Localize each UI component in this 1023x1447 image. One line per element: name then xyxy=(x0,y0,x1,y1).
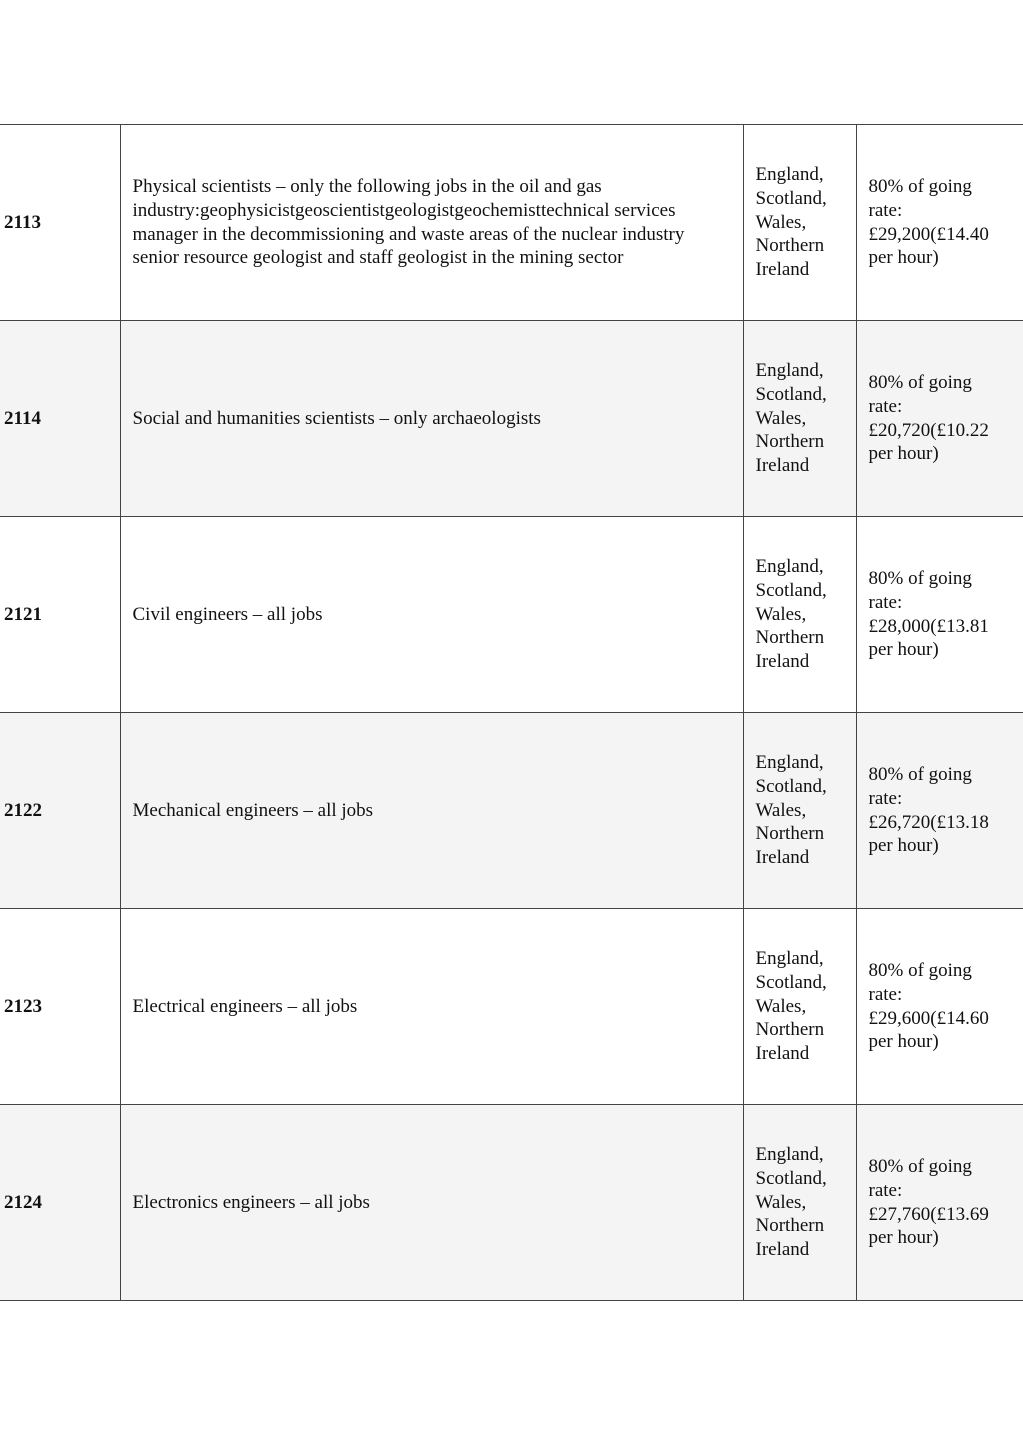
salary-line: £20,720(£10.22 xyxy=(868,419,989,441)
salary-line: rate: xyxy=(868,1179,903,1201)
occupation-description: Physical scientists – only the following jobs in the oil and gas industry:geophysicistgeoscientistgeologistgeochemisttechnical services manager in the decommissioning and waste areas of the nuclear industry senior resource geologist and staff geologist in the mining sector xyxy=(120,125,743,321)
region-line: Ireland xyxy=(755,1239,810,1261)
salary-cell xyxy=(856,713,1023,909)
region-line: England, xyxy=(755,164,824,186)
region-line: Scotland, xyxy=(755,1167,827,1189)
salary-line: £29,600(£14.60 xyxy=(868,1007,989,1029)
occupation-description: Social and humanities scientists – only archaeologists xyxy=(120,321,743,517)
occupation-code: 2122 xyxy=(0,713,120,909)
table-row xyxy=(0,517,1023,713)
region-line: Ireland xyxy=(755,259,810,281)
region-line: England, xyxy=(755,1144,824,1166)
region-cell xyxy=(743,125,856,321)
region-line: Scotland, xyxy=(755,579,827,601)
occupation-description: Electronics engineers – all jobs xyxy=(120,1105,743,1301)
region-line: Northern xyxy=(755,823,825,845)
occupation-description: Mechanical engineers – all jobs xyxy=(120,713,743,909)
region-line: England, xyxy=(755,360,824,382)
region-cell xyxy=(743,1105,856,1301)
salary-cell xyxy=(856,321,1023,517)
occupation-code: 2113 xyxy=(0,125,120,321)
salary-line: £27,760(£13.69 xyxy=(868,1203,989,1225)
region-line: Wales, xyxy=(755,603,807,625)
salary-line: per hour) xyxy=(868,639,939,661)
region-line: Scotland, xyxy=(755,187,827,209)
region-line: England, xyxy=(755,556,824,578)
region-cell xyxy=(743,321,856,517)
region-line: Wales, xyxy=(755,407,807,429)
salary-line: £28,000(£13.81 xyxy=(868,615,989,637)
salary-line: rate: xyxy=(868,199,903,221)
salary-line: 80% of going xyxy=(868,568,972,590)
occupation-description: Electrical engineers – all jobs xyxy=(120,909,743,1105)
region-cell xyxy=(743,713,856,909)
occupation-description: Civil engineers – all jobs xyxy=(120,517,743,713)
salary-line: rate: xyxy=(868,787,903,809)
region-line: Wales, xyxy=(755,211,807,233)
table-row xyxy=(0,713,1023,909)
region-line: England, xyxy=(755,752,824,774)
salary-line: 80% of going xyxy=(868,176,972,198)
occupation-code: 2114 xyxy=(0,321,120,517)
occupation-code: 2124 xyxy=(0,1105,120,1301)
table-row xyxy=(0,125,1023,321)
occupation-table xyxy=(0,124,1023,1301)
region-line: Scotland, xyxy=(755,971,827,993)
table-row xyxy=(0,321,1023,517)
table-row xyxy=(0,1105,1023,1301)
salary-line: rate: xyxy=(868,395,903,417)
salary-line: rate: xyxy=(868,983,903,1005)
region-line: Northern xyxy=(755,1019,825,1041)
occupation-code: 2123 xyxy=(0,909,120,1105)
salary-line: rate: xyxy=(868,591,903,613)
region-cell xyxy=(743,909,856,1105)
region-line: Northern xyxy=(755,1215,825,1237)
salary-line: 80% of going xyxy=(868,764,972,786)
salary-line: £29,200(£14.40 xyxy=(868,223,989,245)
salary-cell xyxy=(856,1105,1023,1301)
salary-line: per hour) xyxy=(868,443,939,465)
region-line: Scotland, xyxy=(755,383,827,405)
region-line: Northern xyxy=(755,627,825,649)
region-line: Scotland, xyxy=(755,775,827,797)
salary-cell xyxy=(856,909,1023,1105)
salary-line: 80% of going xyxy=(868,960,972,982)
salary-line: per hour) xyxy=(868,835,939,857)
region-cell xyxy=(743,517,856,713)
occupation-table-body xyxy=(0,125,1023,1301)
region-line: Northern xyxy=(755,235,825,257)
occupation-code: 2121 xyxy=(0,517,120,713)
salary-cell xyxy=(856,125,1023,321)
region-line: Ireland xyxy=(755,1043,810,1065)
salary-line: per hour) xyxy=(868,1227,939,1249)
salary-line: per hour) xyxy=(868,1031,939,1053)
region-line: Ireland xyxy=(755,847,810,869)
region-line: Wales, xyxy=(755,995,807,1017)
region-line: Ireland xyxy=(755,455,810,477)
salary-line: 80% of going xyxy=(868,372,972,394)
salary-cell xyxy=(856,517,1023,713)
region-line: Ireland xyxy=(755,651,810,673)
region-line: England, xyxy=(755,948,824,970)
region-line: Northern xyxy=(755,431,825,453)
region-line: Wales, xyxy=(755,799,807,821)
table-row xyxy=(0,909,1023,1105)
salary-line: 80% of going xyxy=(868,1156,972,1178)
salary-line: £26,720(£13.18 xyxy=(868,811,989,833)
salary-line: per hour) xyxy=(868,247,939,269)
region-line: Wales, xyxy=(755,1191,807,1213)
